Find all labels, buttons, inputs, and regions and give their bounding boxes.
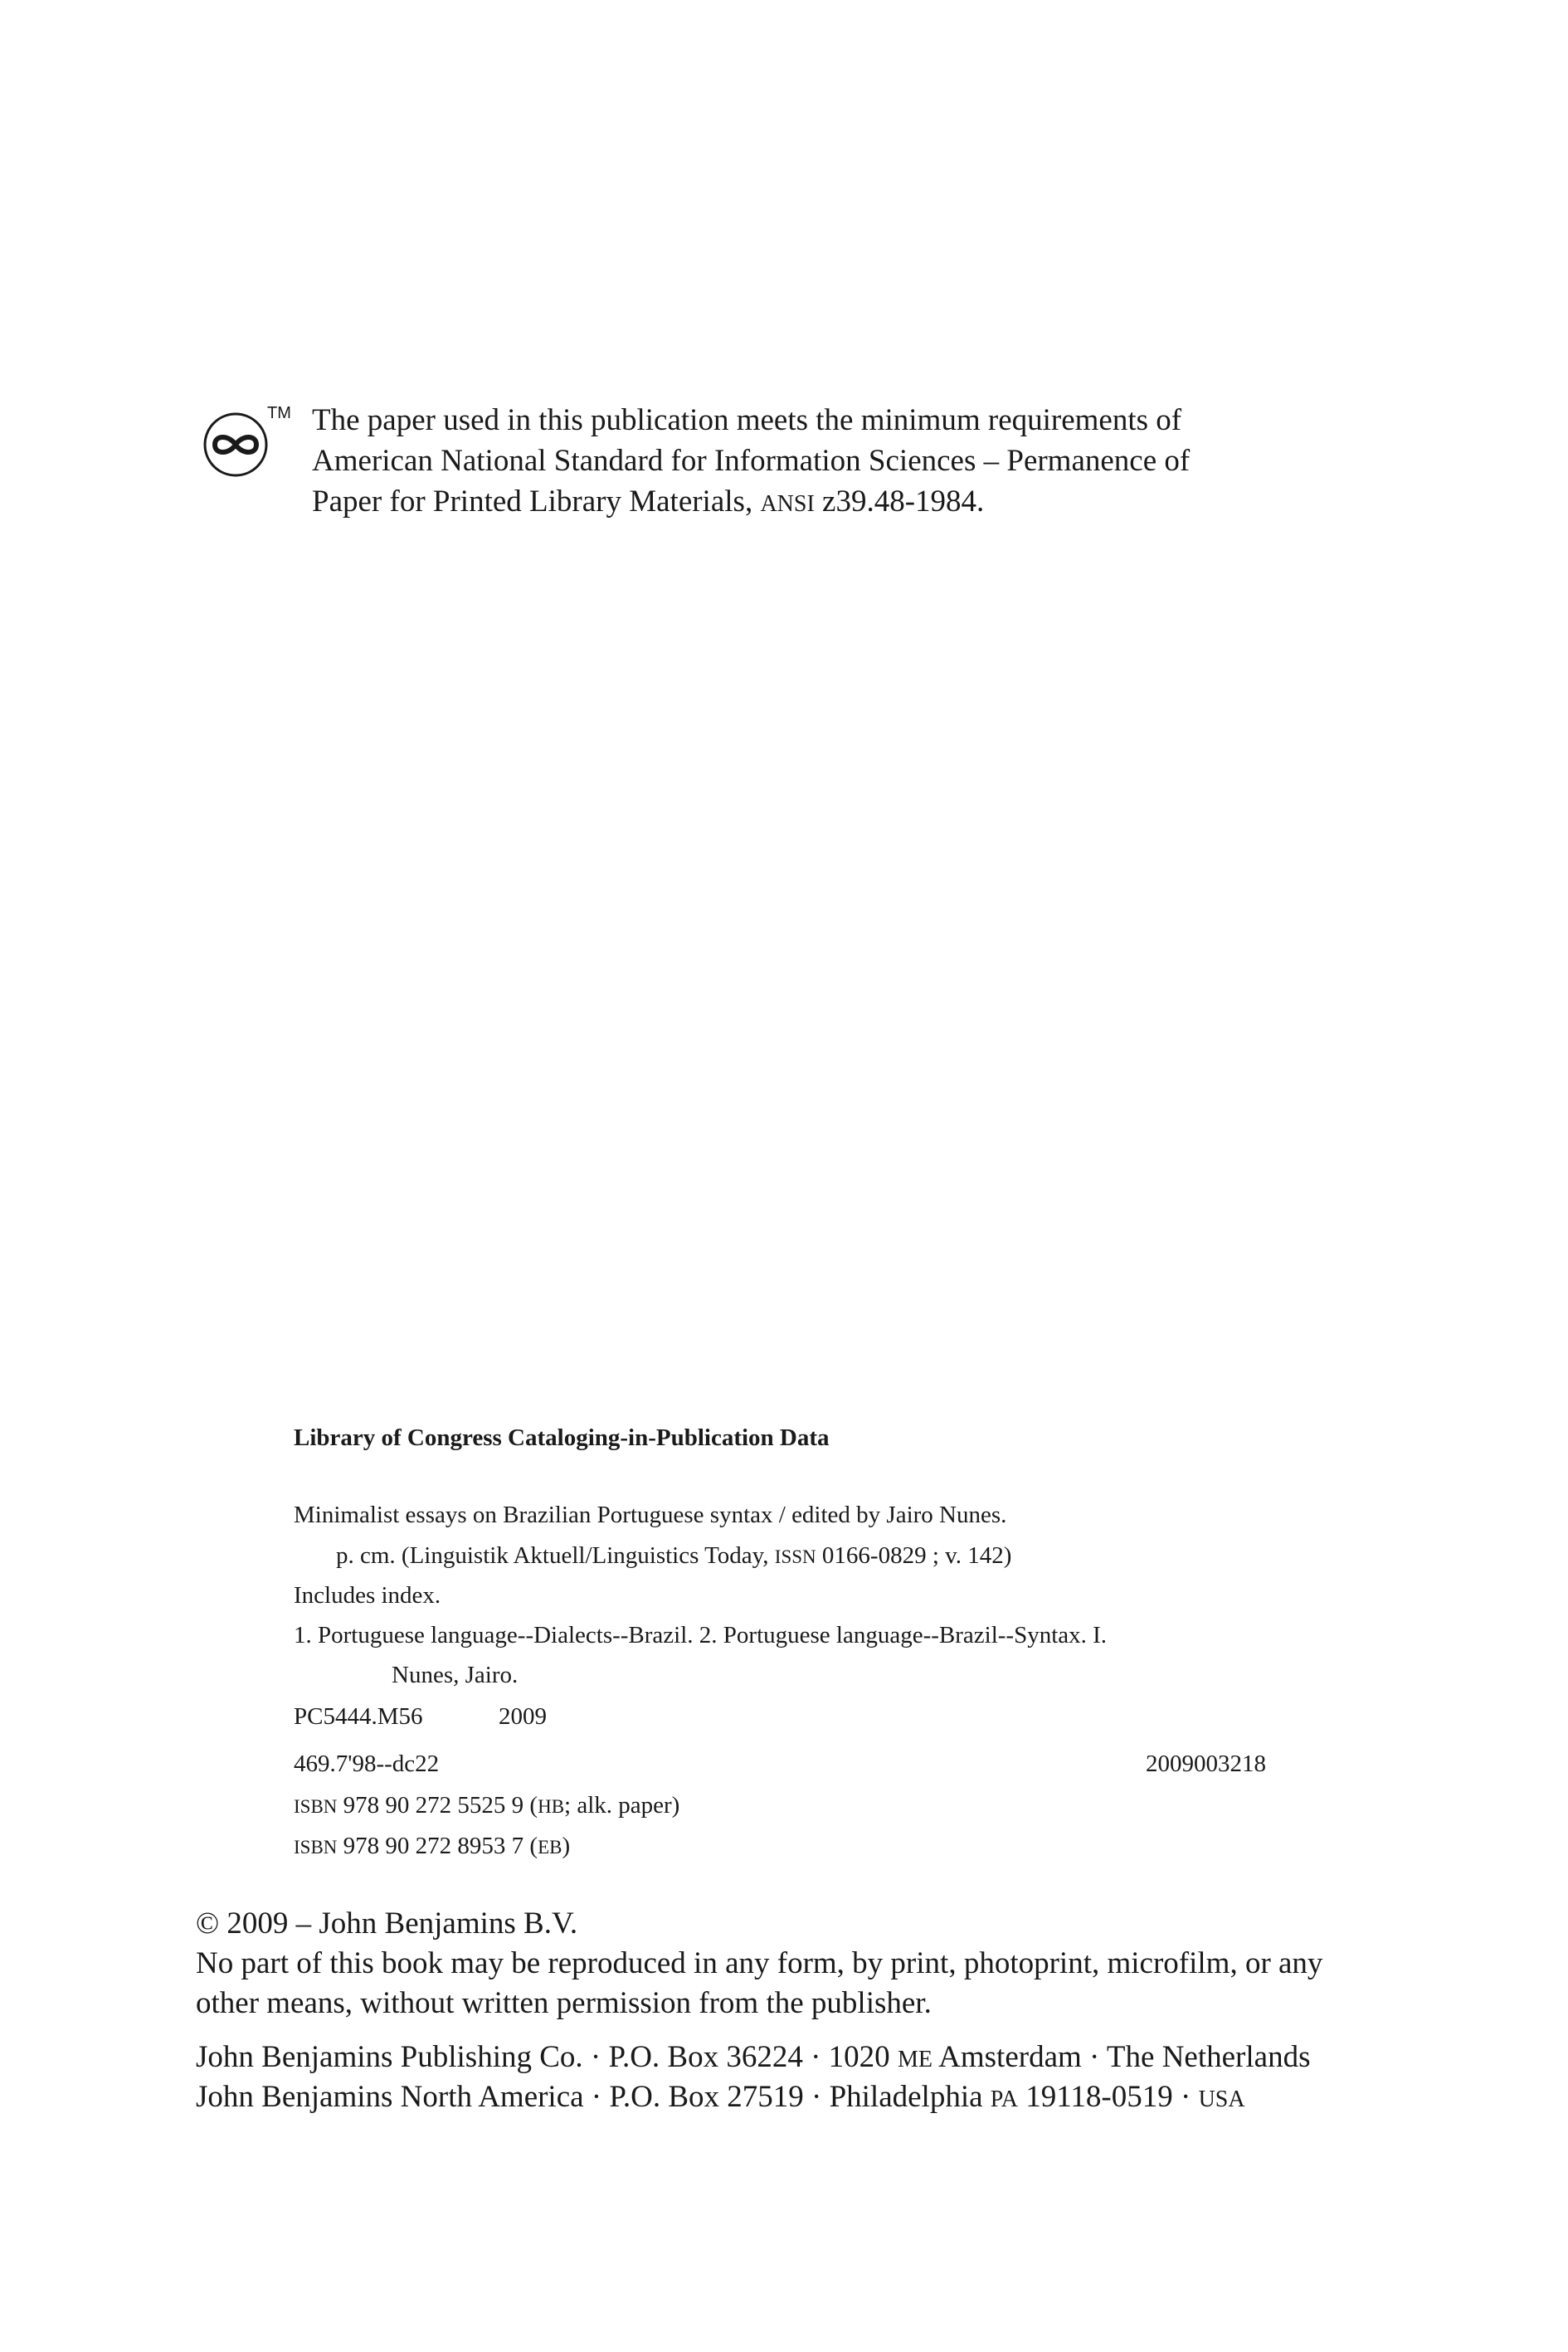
cip-series-suffix: 0166-0829 ; v. 142) xyxy=(816,1542,1012,1569)
publisher-america-state: PA xyxy=(990,2087,1019,2112)
trademark-mark: TM xyxy=(267,404,291,422)
cip-lc-year: 2009 xyxy=(499,1703,547,1730)
publisher-europe-suffix: Amsterdam · The Netherlands xyxy=(932,2040,1311,2074)
cip-title-line: Minimalist essays on Brazilian Portuguese syntax / edited by Jairo Nunes. xyxy=(294,1502,1007,1528)
cip-series-prefix: p. cm. (Linguistik Aktuell/Linguistics Today, xyxy=(336,1542,775,1569)
permanence-line-2: American National Standard for Information Sciences – Permanence of xyxy=(312,444,1191,478)
cip-series-line xyxy=(336,1542,1011,1570)
copyright-line: © 2009 – John Benjamins B.V. xyxy=(196,1906,578,1941)
permanence-line-3-prefix: Paper for Printed Library Materials, xyxy=(312,485,761,519)
isbn-eb-format: EB xyxy=(538,1837,562,1858)
publisher-europe-prefix: John Benjamins Publishing Co. · P.O. Box 36224 · 1020 xyxy=(196,2040,898,2074)
isbn-eb-value: 978 90 272 8953 7 ( xyxy=(337,1833,538,1859)
publisher-america-mid: 19118-0519 · xyxy=(1018,2080,1199,2114)
cip-includes-line: Includes index. xyxy=(294,1582,441,1609)
isbn-hb-label: ISBN xyxy=(294,1796,338,1817)
issn-label: ISSN xyxy=(774,1546,816,1567)
permanence-line-1: The paper used in this publication meets the minimum requirements of xyxy=(312,403,1182,437)
publisher-europe xyxy=(196,2039,1310,2075)
publisher-america-country: USA xyxy=(1198,2087,1245,2112)
permanence-line-3-suffix: z39.48-1984. xyxy=(814,485,985,519)
cip-isbn-eb xyxy=(294,1833,570,1860)
publisher-america-prefix: John Benjamins North America · P.O. Box 27519 · Philadelphia xyxy=(196,2080,991,2114)
cip-isbn-hb xyxy=(294,1792,679,1819)
cip-subjects-line: 1. Portuguese language--Dialects--Brazil. 2. Portuguese language--Brazil--Syntax. I. xyxy=(294,1622,1108,1648)
ansi-label: ANSI xyxy=(760,491,815,517)
permanence-text xyxy=(312,400,1190,524)
isbn-hb-value: 978 90 272 5525 9 ( xyxy=(337,1792,538,1819)
isbn-hb-suffix: ; alk. paper) xyxy=(564,1792,680,1819)
rights-line-2: other means, without written permission from the publisher. xyxy=(196,1986,932,2020)
cip-lccn: 2009003218 xyxy=(1146,1751,1266,1777)
isbn-hb-format: HB xyxy=(538,1796,565,1817)
publisher-america xyxy=(196,2079,1245,2115)
cip-lc-class: PC5444.M56 xyxy=(294,1703,423,1730)
publisher-europe-code: ME xyxy=(897,2047,933,2072)
infinity-circle-icon xyxy=(202,400,291,483)
permanence-line-3 xyxy=(312,481,1190,524)
rights-line-1: No part of this book may be reproduced in any form, by print, photoprint, microfilm, or any xyxy=(196,1946,1323,1980)
cip-dewey: 469.7'98--dc22 xyxy=(294,1751,440,1777)
cip-heading: Library of Congress Cataloging-in-Publication Data xyxy=(294,1424,830,1451)
isbn-eb-suffix: ) xyxy=(562,1833,571,1859)
cip-subjects-continuation: Nunes, Jairo. xyxy=(392,1662,519,1688)
isbn-eb-label: ISBN xyxy=(294,1837,338,1858)
